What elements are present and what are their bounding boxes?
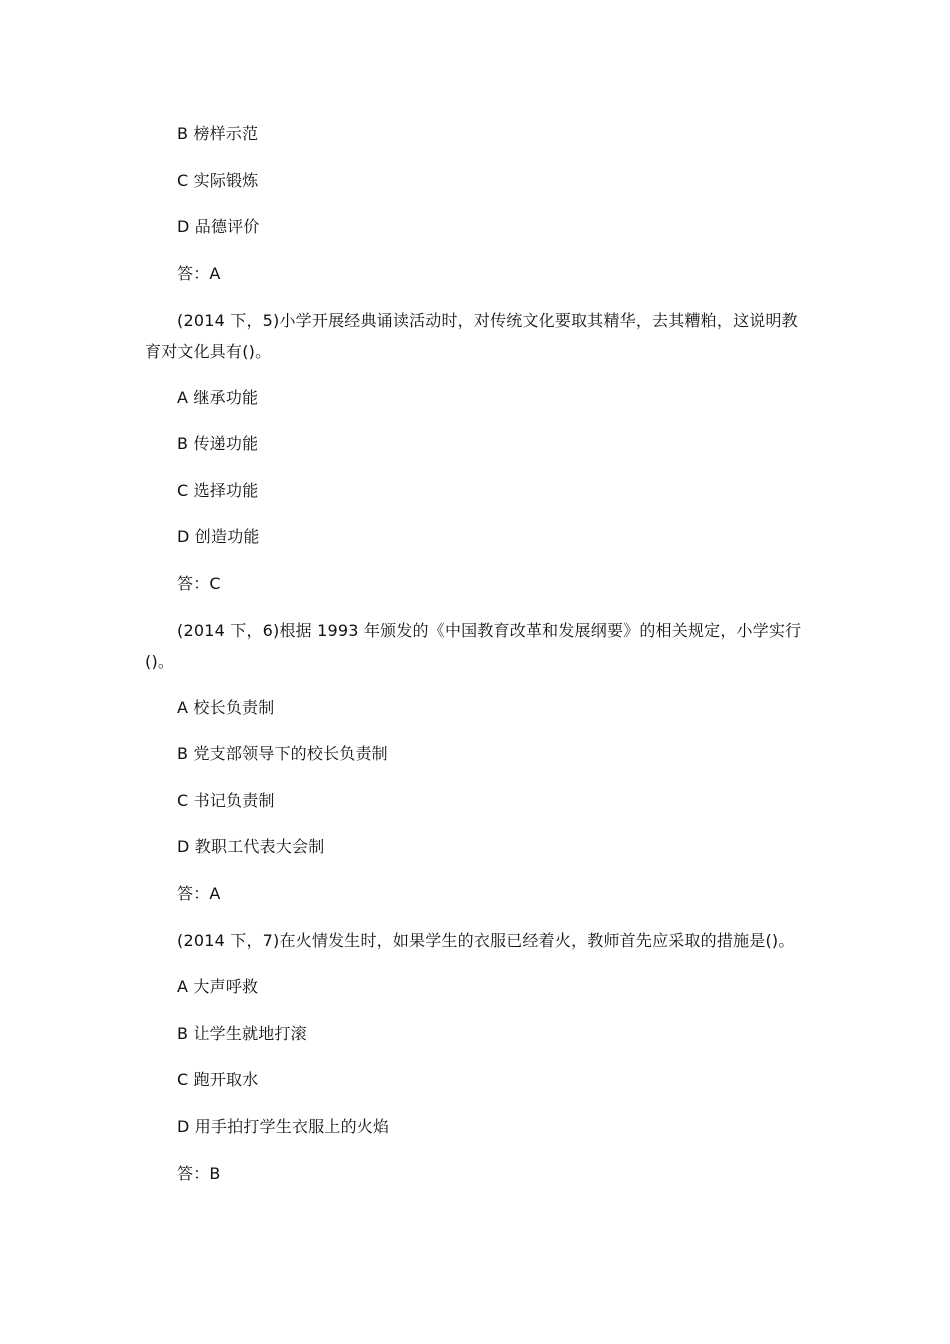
question-5: (2014 下，5)小学开展经典诵读活动时，对传统文化要取其精华，去其糟粕，这说明教: [177, 311, 798, 330]
question-6-continued: ()。: [145, 652, 175, 671]
option-d: D 品德评价: [177, 217, 260, 236]
option-c: C 实际锻炼: [177, 171, 259, 190]
question-7-option-b: B 让学生就地打滚: [177, 1024, 307, 1043]
question-5-answer: 答：C: [177, 574, 221, 593]
question-6-option-c: C 书记负责制: [177, 791, 275, 810]
question-7: (2014 下，7)在火情发生时，如果学生的衣服已经着火，教师首先应采取的措施是()。: [177, 931, 795, 950]
option-b: B 榜样示范: [177, 124, 259, 143]
question-7-option-d: D 用手拍打学生衣服上的火焰: [177, 1117, 390, 1136]
question-7-option-c: C 跑开取水: [177, 1070, 259, 1089]
question-6-option-b: B 党支部领导下的校长负责制: [177, 744, 388, 763]
question-5-option-a: A 继承功能: [177, 388, 259, 407]
question-6-option-a: A 校长负责制: [177, 698, 275, 717]
question-6-answer: 答：A: [177, 884, 221, 903]
question-6: (2014 下，6)根据 1993 年颁发的《中国教育改革和发展纲要》的相关规定，小学实行: [177, 621, 802, 640]
question-6-option-d: D 教职工代表大会制: [177, 837, 325, 856]
question-5-option-d: D 创造功能: [177, 527, 260, 546]
question-7-answer: 答：B: [177, 1164, 221, 1183]
answer: 答：A: [177, 264, 221, 283]
question-5-option-b: B 传递功能: [177, 434, 259, 453]
question-5-continued: 育对文化具有()。: [145, 342, 272, 361]
question-7-option-a: A 大声呼救: [177, 977, 259, 996]
question-5-option-c: C 选择功能: [177, 481, 259, 500]
